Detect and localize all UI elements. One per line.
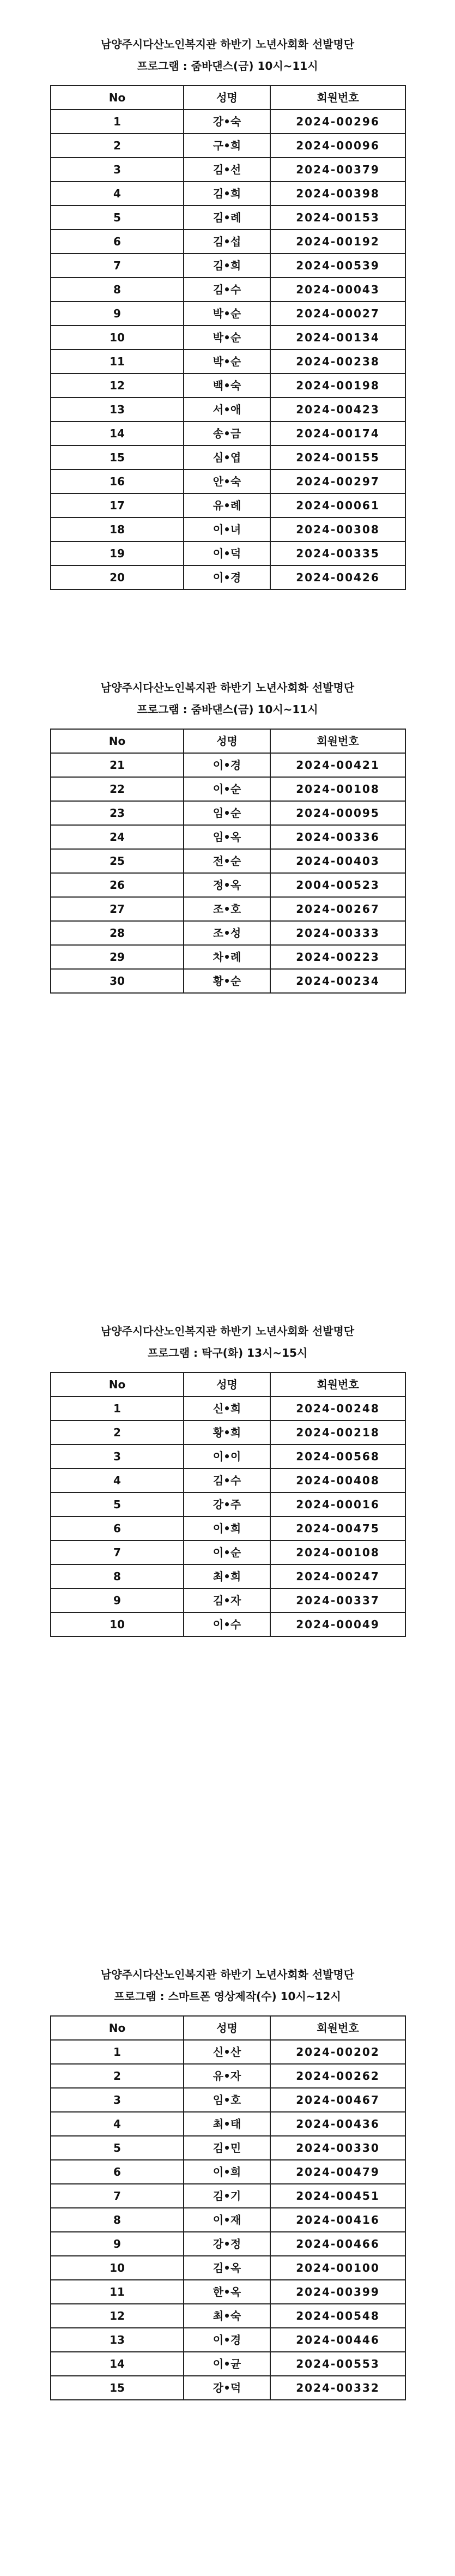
- table-row: [51, 2112, 405, 2136]
- table-row: [51, 2280, 405, 2304]
- cell-member-id: 2024-00247: [270, 1564, 405, 1588]
- section-title: 남양주시다산노인복지관 하반기 노년사회화 선발명단: [100, 1325, 355, 1338]
- table-row: [51, 945, 405, 969]
- table-row: [51, 2304, 405, 2328]
- cell-name: 김•희: [184, 254, 270, 278]
- cell-no: 5: [51, 206, 184, 230]
- cell-name: 김•희: [184, 182, 270, 206]
- cell-name: 차•례: [184, 945, 270, 969]
- cell-name: 강•주: [184, 1492, 270, 1516]
- cell-no: 19: [51, 541, 184, 565]
- cell-member-id: 2024-00234: [270, 969, 405, 993]
- cell-name: 김•선: [184, 158, 270, 182]
- cell-no: 4: [51, 1468, 184, 1492]
- cell-no: 6: [51, 2160, 184, 2184]
- cell-no: 8: [51, 278, 184, 302]
- table-row: [51, 777, 405, 801]
- cell-member-id: 2024-00095: [270, 801, 405, 825]
- cell-name: 강•숙: [184, 110, 270, 134]
- cell-name: 이•순: [184, 1540, 270, 1564]
- table-row: [51, 2184, 405, 2208]
- table-row: [51, 493, 405, 517]
- table-row: [51, 374, 405, 398]
- cell-member-id: 2024-00568: [270, 1445, 405, 1468]
- cell-member-id: 2024-00223: [270, 945, 405, 969]
- cell-no: 8: [51, 2208, 184, 2232]
- cell-name: 이•순: [184, 777, 270, 801]
- table-row: [51, 1492, 405, 1516]
- cell-no: 9: [51, 302, 184, 326]
- table-row: [51, 422, 405, 446]
- cell-name: 이•이: [184, 1445, 270, 1468]
- cell-no: 6: [51, 230, 184, 254]
- section-title: 남양주시다산노인복지관 하반기 노년사회화 선발명단: [100, 681, 355, 694]
- cell-member-id: 2024-00027: [270, 302, 405, 326]
- cell-member-id: 2024-00337: [270, 1588, 405, 1612]
- cell-no: 12: [51, 2304, 184, 2328]
- table-row: [51, 897, 405, 921]
- cell-no: 3: [51, 1445, 184, 1468]
- table-row: [51, 2064, 405, 2088]
- table-row: [51, 969, 405, 993]
- cell-member-id: 2024-00238: [270, 350, 405, 374]
- cell-member-id: 2024-00108: [270, 1540, 405, 1564]
- cell-no: 9: [51, 2232, 184, 2256]
- table-row: [51, 1468, 405, 1492]
- cell-no: 13: [51, 2328, 184, 2352]
- table-row: [51, 350, 405, 374]
- cell-name: 전•순: [184, 849, 270, 873]
- cell-member-id: 2024-00202: [270, 2040, 405, 2064]
- cell-name: 이•재: [184, 2208, 270, 2232]
- cell-member-id: 2024-00049: [270, 1612, 405, 1636]
- cell-member-id: 2024-00043: [270, 278, 405, 302]
- cell-name: 유•례: [184, 493, 270, 517]
- table-row: [51, 541, 405, 565]
- table-row: [51, 2088, 405, 2112]
- cell-member-id: 2024-00423: [270, 398, 405, 422]
- cell-name: 강•정: [184, 2232, 270, 2256]
- cell-name: 송•금: [184, 422, 270, 446]
- column-header-member-id: 회원번호: [270, 1373, 405, 1397]
- table-row: [51, 278, 405, 302]
- program-label: 프로그램 : 줌바댄스(금) 10시~11시: [137, 703, 318, 716]
- table-row: [51, 110, 405, 134]
- column-header-name: 성명: [184, 2016, 270, 2040]
- table-row: [51, 801, 405, 825]
- cell-name: 황•희: [184, 1421, 270, 1445]
- cell-member-id: 2024-00451: [270, 2184, 405, 2208]
- table-row: [51, 182, 405, 206]
- cell-member-id: 2024-00332: [270, 2376, 405, 2400]
- table-row: [51, 2352, 405, 2376]
- table-row: [51, 2208, 405, 2232]
- cell-no: 27: [51, 897, 184, 921]
- cell-no: 23: [51, 801, 184, 825]
- cell-member-id: 2024-00330: [270, 2136, 405, 2160]
- cell-no: 16: [51, 470, 184, 493]
- cell-member-id: 2024-00436: [270, 2112, 405, 2136]
- cell-no: 10: [51, 2256, 184, 2280]
- cell-no: 15: [51, 2376, 184, 2400]
- cell-name: 최•숙: [184, 2304, 270, 2328]
- cell-no: 5: [51, 2136, 184, 2160]
- cell-no: 11: [51, 350, 184, 374]
- table-row: [51, 2328, 405, 2352]
- cell-no: 13: [51, 398, 184, 422]
- cell-no: 1: [51, 2040, 184, 2064]
- table-row: [51, 1564, 405, 1588]
- section-title: 남양주시다산노인복지관 하반기 노년사회화 선발명단: [100, 1968, 355, 1981]
- cell-name: 김•자: [184, 1588, 270, 1612]
- cell-name: 이•희: [184, 1516, 270, 1540]
- cell-name: 강•덕: [184, 2376, 270, 2400]
- cell-member-id: 2024-00262: [270, 2064, 405, 2088]
- cell-no: 5: [51, 1492, 184, 1516]
- cell-name: 임•호: [184, 2088, 270, 2112]
- column-header-name: 성명: [184, 1373, 270, 1397]
- cell-name: 신•희: [184, 1397, 270, 1421]
- table-row: [51, 1516, 405, 1540]
- table-row: [51, 1588, 405, 1612]
- cell-name: 김•수: [184, 278, 270, 302]
- cell-name: 황•순: [184, 969, 270, 993]
- cell-name: 김•수: [184, 1468, 270, 1492]
- cell-name: 김•례: [184, 206, 270, 230]
- table-row: [51, 2376, 405, 2400]
- table-row: [51, 2160, 405, 2184]
- cell-member-id: 2024-00096: [270, 134, 405, 158]
- cell-no: 28: [51, 921, 184, 945]
- cell-name: 임•순: [184, 801, 270, 825]
- table-row: [51, 2040, 405, 2064]
- cell-no: 4: [51, 182, 184, 206]
- cell-name: 이•경: [184, 2328, 270, 2352]
- table-row: [51, 206, 405, 230]
- cell-member-id: 2024-00267: [270, 897, 405, 921]
- cell-no: 10: [51, 326, 184, 350]
- cell-member-id: 2024-00403: [270, 849, 405, 873]
- cell-no: 22: [51, 777, 184, 801]
- cell-no: 7: [51, 254, 184, 278]
- cell-member-id: 2024-00174: [270, 422, 405, 446]
- table-row: [51, 398, 405, 422]
- table-header-row: [51, 729, 405, 753]
- cell-member-id: 2024-00398: [270, 182, 405, 206]
- table-row: [51, 921, 405, 945]
- table-row: [51, 825, 405, 849]
- cell-no: 14: [51, 2352, 184, 2376]
- table-row: [51, 1540, 405, 1564]
- cell-no: 9: [51, 1588, 184, 1612]
- table-header-row: [51, 1373, 405, 1397]
- cell-member-id: 2024-00153: [270, 206, 405, 230]
- cell-name: 박•순: [184, 326, 270, 350]
- table-header-row: [51, 2016, 405, 2040]
- cell-member-id: 2024-00155: [270, 446, 405, 470]
- cell-no: 1: [51, 1397, 184, 1421]
- cell-member-id: 2024-00466: [270, 2232, 405, 2256]
- cell-member-id: 2024-00408: [270, 1468, 405, 1492]
- table-row: [51, 873, 405, 897]
- cell-member-id: 2024-00399: [270, 2280, 405, 2304]
- cell-no: 12: [51, 374, 184, 398]
- cell-name: 신•산: [184, 2040, 270, 2064]
- cell-no: 20: [51, 565, 184, 589]
- cell-member-id: 2024-00333: [270, 921, 405, 945]
- cell-member-id: 2024-00467: [270, 2088, 405, 2112]
- cell-name: 유•자: [184, 2064, 270, 2088]
- cell-member-id: 2024-00100: [270, 2256, 405, 2280]
- cell-member-id: 2024-00446: [270, 2328, 405, 2352]
- cell-name: 이•녀: [184, 517, 270, 541]
- roster-table: [50, 1372, 406, 1637]
- table-row: [51, 446, 405, 470]
- cell-member-id: 2024-00134: [270, 326, 405, 350]
- cell-name: 조•호: [184, 897, 270, 921]
- cell-name: 최•희: [184, 1564, 270, 1588]
- program-label: 프로그램 : 탁구(화) 13시~15시: [147, 1346, 308, 1359]
- table-row: [51, 2256, 405, 2280]
- table-row: [51, 1612, 405, 1636]
- column-header-no: No: [51, 2016, 184, 2040]
- cell-no: 24: [51, 825, 184, 849]
- roster-table: [50, 85, 406, 590]
- cell-member-id: 2024-00016: [270, 1492, 405, 1516]
- cell-member-id: 2024-00192: [270, 230, 405, 254]
- cell-no: 26: [51, 873, 184, 897]
- cell-member-id: 2024-00553: [270, 2352, 405, 2376]
- cell-member-id: 2024-00335: [270, 541, 405, 565]
- column-header-name: 성명: [184, 86, 270, 110]
- cell-member-id: 2024-00218: [270, 1421, 405, 1445]
- cell-name: 이•균: [184, 2352, 270, 2376]
- cell-no: 11: [51, 2280, 184, 2304]
- cell-name: 정•옥: [184, 873, 270, 897]
- cell-member-id: 2024-00416: [270, 2208, 405, 2232]
- cell-name: 박•순: [184, 350, 270, 374]
- cell-no: 6: [51, 1516, 184, 1540]
- cell-no: 3: [51, 2088, 184, 2112]
- column-header-member-id: 회원번호: [270, 86, 405, 110]
- table-row: [51, 158, 405, 182]
- cell-no: 15: [51, 446, 184, 470]
- cell-name: 서•애: [184, 398, 270, 422]
- table-row: [51, 1445, 405, 1468]
- column-header-no: No: [51, 729, 184, 753]
- cell-member-id: 2024-00426: [270, 565, 405, 589]
- cell-name: 심•엽: [184, 446, 270, 470]
- cell-member-id: 2024-00308: [270, 517, 405, 541]
- roster-table: [50, 729, 406, 994]
- cell-no: 1: [51, 110, 184, 134]
- cell-member-id: 2024-00061: [270, 493, 405, 517]
- cell-no: 30: [51, 969, 184, 993]
- cell-name: 한•옥: [184, 2280, 270, 2304]
- cell-no: 17: [51, 493, 184, 517]
- cell-member-id: 2024-00421: [270, 753, 405, 777]
- table-row: [51, 849, 405, 873]
- cell-name: 이•희: [184, 2160, 270, 2184]
- table-row: [51, 470, 405, 493]
- cell-name: 안•숙: [184, 470, 270, 493]
- cell-name: 이•덕: [184, 541, 270, 565]
- cell-no: 2: [51, 2064, 184, 2088]
- cell-no: 2: [51, 1421, 184, 1445]
- cell-no: 14: [51, 422, 184, 446]
- cell-no: 8: [51, 1564, 184, 1588]
- cell-name: 박•순: [184, 302, 270, 326]
- section-title: 남양주시다산노인복지관 하반기 노년사회화 선발명단: [100, 38, 355, 51]
- column-header-no: No: [51, 1373, 184, 1397]
- cell-name: 김•옥: [184, 2256, 270, 2280]
- column-header-no: No: [51, 86, 184, 110]
- table-row: [51, 2232, 405, 2256]
- cell-no: 7: [51, 2184, 184, 2208]
- cell-name: 이•경: [184, 753, 270, 777]
- table-row: [51, 134, 405, 158]
- cell-member-id: 2024-00336: [270, 825, 405, 849]
- cell-member-id: 2004-00523: [270, 873, 405, 897]
- cell-no: 4: [51, 2112, 184, 2136]
- program-label: 프로그램 : 줌바댄스(금) 10시~11시: [137, 59, 318, 73]
- cell-member-id: 2024-00248: [270, 1397, 405, 1421]
- cell-member-id: 2024-00297: [270, 470, 405, 493]
- cell-name: 구•희: [184, 134, 270, 158]
- table-header-row: [51, 86, 405, 110]
- cell-no: 2: [51, 134, 184, 158]
- cell-member-id: 2024-00198: [270, 374, 405, 398]
- cell-name: 김•민: [184, 2136, 270, 2160]
- cell-name: 이•수: [184, 1612, 270, 1636]
- cell-member-id: 2024-00379: [270, 158, 405, 182]
- cell-no: 7: [51, 1540, 184, 1564]
- cell-name: 최•태: [184, 2112, 270, 2136]
- cell-member-id: 2024-00539: [270, 254, 405, 278]
- table-row: [51, 1421, 405, 1445]
- cell-no: 29: [51, 945, 184, 969]
- cell-no: 21: [51, 753, 184, 777]
- table-row: [51, 517, 405, 541]
- cell-no: 25: [51, 849, 184, 873]
- cell-name: 김•섭: [184, 230, 270, 254]
- cell-no: 3: [51, 158, 184, 182]
- cell-member-id: 2024-00296: [270, 110, 405, 134]
- program-label: 프로그램 : 스마트폰 영상제작(수) 10시~12시: [114, 1990, 341, 2003]
- cell-name: 이•경: [184, 565, 270, 589]
- cell-member-id: 2024-00108: [270, 777, 405, 801]
- cell-name: 조•성: [184, 921, 270, 945]
- cell-no: 18: [51, 517, 184, 541]
- table-row: [51, 230, 405, 254]
- column-header-name: 성명: [184, 729, 270, 753]
- cell-no: 10: [51, 1612, 184, 1636]
- roster-table: [50, 2015, 406, 2400]
- table-row: [51, 302, 405, 326]
- cell-name: 백•숙: [184, 374, 270, 398]
- cell-member-id: 2024-00548: [270, 2304, 405, 2328]
- table-row: [51, 2136, 405, 2160]
- cell-member-id: 2024-00475: [270, 1516, 405, 1540]
- table-row: [51, 254, 405, 278]
- table-row: [51, 326, 405, 350]
- cell-name: 김•기: [184, 2184, 270, 2208]
- table-row: [51, 753, 405, 777]
- column-header-member-id: 회원번호: [270, 729, 405, 753]
- cell-name: 임•옥: [184, 825, 270, 849]
- cell-member-id: 2024-00479: [270, 2160, 405, 2184]
- table-row: [51, 565, 405, 589]
- table-row: [51, 1397, 405, 1421]
- column-header-member-id: 회원번호: [270, 2016, 405, 2040]
